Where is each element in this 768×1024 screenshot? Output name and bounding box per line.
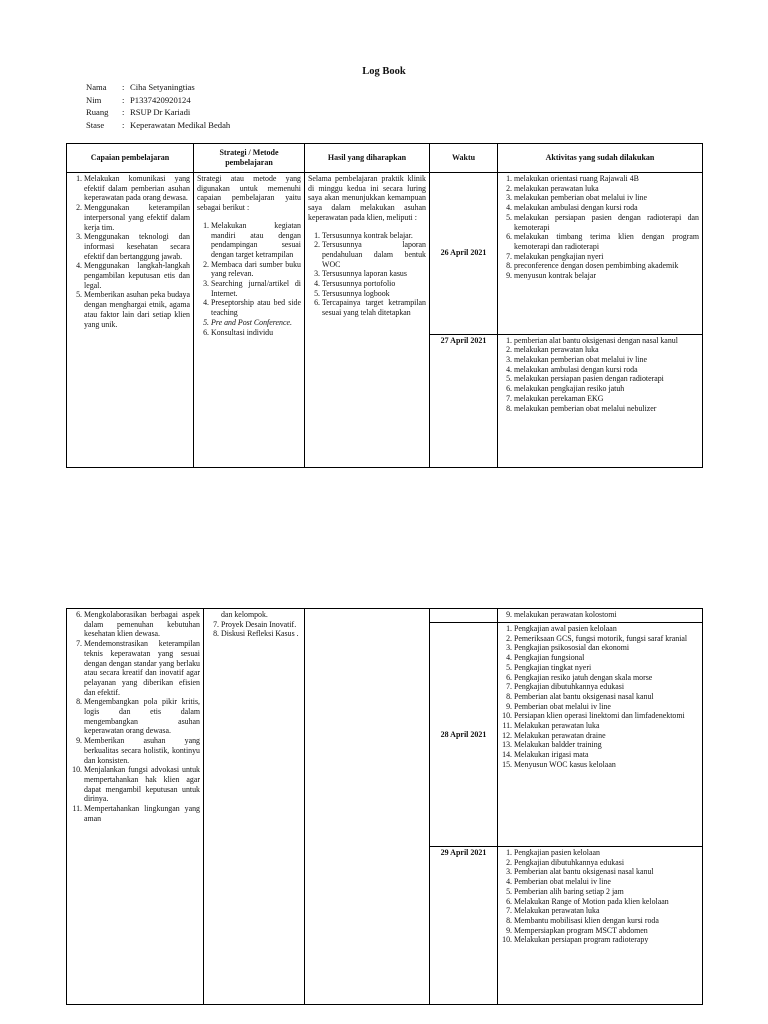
- list-item: 6. melakukan pengkajian resiko jatuh: [514, 384, 699, 394]
- list-item: 12. Melakukan perawatan draine: [514, 731, 699, 741]
- list-item: 9. melakukan perawatan kolostomi: [514, 610, 699, 620]
- strategi-list: [197, 221, 301, 337]
- date-cell: [430, 609, 498, 623]
- list-item: 7. Melakukan perawatan luka: [514, 906, 699, 916]
- header-strategi: Strategi / Metode pembelajaran: [194, 144, 305, 173]
- list-item: 7. Proyek Desain Inovatif.: [221, 620, 301, 630]
- list-item: 13. Melakukan baldder training: [514, 740, 699, 750]
- info-value: P1337420920124: [130, 94, 191, 105]
- logbook-table-page1: [66, 143, 703, 468]
- info-label: Ruang: [86, 107, 109, 118]
- list-item: 10. Melakukan persiapan program radioterapy: [514, 935, 699, 945]
- list-item: 6. melakukan timbang terima klien dengan program kemoterapi dan radioterapi: [514, 232, 699, 251]
- list-item: 5. Tersusunnya logbook: [322, 289, 426, 299]
- activity-list: [501, 848, 699, 945]
- list-item: 7. melakukan pengkajian nyeri: [514, 252, 699, 262]
- date-cell: 28 April 2021: [430, 623, 498, 847]
- list-item: 4. Menggunakan langkah-langkah pengambilan keputusan etis dan legal.: [84, 261, 190, 290]
- list-item: 5. Pengkajian tingkat nyeri: [514, 663, 699, 673]
- page-title: Log Book: [362, 66, 406, 77]
- table-row: [67, 173, 703, 335]
- list-item: 2. melakukan perawatan luka: [514, 345, 699, 355]
- list-item: 5. melakukan persiapan pasien dengan radioterapi dan kemoterapi: [514, 213, 699, 232]
- date-cell: 26 April 2021: [430, 173, 498, 335]
- capaian-cell: [67, 173, 194, 468]
- student-info: [86, 81, 230, 131]
- list-item: 2. Pemeriksaan GCS, fungsi motorik, fungsi saraf kranial: [514, 634, 699, 644]
- info-value: Ciha Setyaningtias: [130, 82, 195, 92]
- list-item: 6. Tercapainya target ketrampilan sesuai yang telah ditetapkan: [322, 298, 426, 317]
- capaian-list: [70, 174, 190, 329]
- activity-cell: [498, 623, 703, 847]
- activity-cell: [498, 847, 703, 1005]
- date-cell: 29 April 2021: [430, 847, 498, 1005]
- list-item: 4. Preseptorship atau bed side teaching: [211, 298, 301, 317]
- list-item: 11. Melakukan perawatan luka: [514, 721, 699, 731]
- list-item: 11. Mempertahankan lingkungan yang aman: [84, 804, 200, 823]
- list-item: 1. pemberian alat bantu oksigenasi dengan nasal kanul: [514, 336, 699, 346]
- info-row-stase: Stase : Keperawatan Medikal Bedah: [86, 119, 231, 130]
- list-item: 1. Melakukan komunikasi yang efektif dalam pemberian asuhan keperawatan pada orang dewasa.: [84, 174, 190, 203]
- list-item: 5. Memberikan asuhan peka budaya dengan menghargai etnik, agama atau faktor lain dari setiap klien yang unik.: [84, 290, 190, 329]
- info-row-ruang: Ruang : RSUP Dr Kariadi: [86, 107, 191, 118]
- list-item: 9. Mempersiapkan program MSCT abdomen: [514, 926, 699, 936]
- list-item: 8. preconference dengan dosen pembimbing akademik: [514, 261, 699, 271]
- list-item: 8. Mengembangkan pola pikir kritis, logis dan etis dalam mengembangkan asuhan keperawatan orang dewasa.: [84, 697, 200, 736]
- list-item: 6. Konsultasi individu: [211, 328, 301, 338]
- activity-list: [501, 624, 699, 770]
- list-item: 8. Pemberian alat bantu oksigenasi nasal kanul: [514, 692, 699, 702]
- list-item: 5. melakukan persiapan pasien dengan radioterapi: [514, 374, 699, 384]
- list-item: 4. melakukan ambulasi dengan kursi roda: [514, 365, 699, 375]
- list-item: 1. melakukan orientasi ruang Rajawali 4B: [514, 174, 699, 184]
- list-item: 4. Tersusunnya portofolio: [322, 279, 426, 289]
- list-item: 5. Pemberian alih baring setiap 2 jam: [514, 887, 699, 897]
- list-item: 8. melakukan pemberian obat melalui nebulizer: [514, 404, 699, 414]
- info-label: Stase: [86, 119, 105, 130]
- header-waktu: Waktu: [430, 144, 498, 173]
- activity-list: [501, 174, 699, 281]
- list-item: 1. Tersusunnya kontrak belajar.: [322, 231, 426, 241]
- list-item: 8. Diskusi Refleksi Kasus .: [221, 629, 301, 639]
- list-item: 2. Membaca dari sumber buku yang relevan.: [211, 260, 301, 279]
- activity-cell: [498, 173, 703, 335]
- activity-list: [501, 610, 699, 620]
- list-item: 3. Tersusunnya laporan kasus: [322, 269, 426, 279]
- strategi-intro: Strategi atau metode yang digunakan untuk memenuhi capaian pembelajaran yaitu sebagai berikut :: [197, 174, 301, 213]
- hasil-intro: Selama pembelajaran praktik klinik di minggu kedua ini secara luring saya akan menunjukkan kemampuan saya dalam melakukan asuhan keperawatan pada klien, meliputi :: [308, 174, 426, 222]
- list-item: 2. Tersusunnya laporan pendahuluan dalam bentuk WOC: [322, 240, 426, 269]
- info-value: RSUP Dr Kariadi: [130, 107, 191, 118]
- table-header-row: [67, 144, 703, 173]
- info-label: Nama: [86, 82, 107, 92]
- list-item: 3. Searching jurnal/artikel di Internet.: [211, 279, 301, 298]
- list-item: 10. Menjalankan fungsi advokasi untuk mempertahankan hak klien agar dapat mengambil keputusan untuk dirinya.: [84, 765, 200, 804]
- list-item: 3. Pemberian alat bantu oksigenasi nasal kanul: [514, 867, 699, 877]
- strategi-continuation: dan kelompok.: [221, 610, 268, 619]
- list-item: 4. Pengkajian fungsional: [514, 653, 699, 663]
- header-capaian: Capaian pembelajaran: [67, 144, 194, 173]
- date-cell: 27 April 2021: [430, 334, 498, 467]
- table-row: [67, 609, 703, 623]
- list-item: 1. Melakukan kegiatan mandiri atau dengan pendampingan sesuai dengan target ketrampilan: [211, 221, 301, 260]
- list-item: 15. Menyusun WOC kasus kelolaan: [514, 760, 699, 770]
- list-item: 9. Memberikan asuhan yang berkualitas secara holistik, kontinyu dan konsisten.: [84, 736, 200, 765]
- list-item: 1. Pengkajian pasien kelolaan: [514, 848, 699, 858]
- capaian-cell: [67, 609, 204, 1005]
- hasil-cell: [305, 609, 430, 1005]
- list-item: 9. Pemberian obat melalui iv line: [514, 702, 699, 712]
- list-item: 3. Pengkajian psikososial dan ekonomi: [514, 643, 699, 653]
- list-item: 6. Pengkajian resiko jatuh dengan skala morse: [514, 673, 699, 683]
- logbook-table-page2: [66, 608, 703, 1005]
- list-item: 3. Menggunakan teknologi dan informasi kesehatan secara efektif dan bertanggung jawab.: [84, 232, 190, 261]
- info-row-nim: Nim : P1337420920124: [86, 94, 191, 105]
- hasil-list: [308, 231, 426, 318]
- list-item: 2. melakukan perawatan luka: [514, 184, 699, 194]
- info-row-nama: Nama : Ciha Setyaningtias: [86, 82, 195, 92]
- list-item: 3. melakukan pemberian obat melalui iv line: [514, 193, 699, 203]
- list-item: 4. Pemberian obat melalui iv line: [514, 877, 699, 887]
- activity-cell: [498, 334, 703, 467]
- list-item: 5. Pre and Post Conference.: [211, 318, 301, 328]
- hasil-cell: [305, 173, 430, 468]
- activity-list: [501, 336, 699, 414]
- list-item: 9. menyusun kontrak belajar: [514, 271, 699, 281]
- list-item: 6. Melakukan Range of Motion pada klien kelolaan: [514, 897, 699, 907]
- activity-cell: [498, 609, 703, 623]
- strategi-list: [207, 620, 301, 639]
- list-item: 4. melakukan ambulasi dengan kursi roda: [514, 203, 699, 213]
- list-item: 3. melakukan pemberian obat melalui iv line: [514, 355, 699, 365]
- list-item: 10. Persiapan klien operasi linektomi dan limfadenektomi: [514, 711, 699, 721]
- list-item: 8. Membantu mobilisasi klien dengan kursi roda: [514, 916, 699, 926]
- info-value: Keperawatan Medikal Bedah: [130, 119, 231, 130]
- list-item: 7. melakukan perekaman EKG: [514, 394, 699, 404]
- header-aktivitas: Aktivitas yang sudah dilakukan: [498, 144, 703, 173]
- list-item: 1. Pengkajian awal pasien kelolaan: [514, 624, 699, 634]
- strategi-cell: [204, 609, 305, 1005]
- list-item: 7. Mendemonstrasikan keterampilan teknis keperawatan yang sesuai dengan dengan standar yang berlaku atau secara kreatif dan inovatif agar pelayanan yang diberikan efisien dan efektif.: [84, 639, 200, 697]
- list-item: 7. Pengkajian dibutuhkannya edukasi: [514, 682, 699, 692]
- header-hasil: Hasil yang diharapkan: [305, 144, 430, 173]
- strategi-cell: [194, 173, 305, 468]
- info-label: Nim: [86, 94, 102, 105]
- list-item: 2. Pengkajian dibutuhkannya edukasi: [514, 858, 699, 868]
- capaian-list: [70, 610, 200, 823]
- list-item: 14. Melakukan irigasi mata: [514, 750, 699, 760]
- list-item: 2. Menggunakan keterampilan interpersonal yang efektif dalam kerja tim.: [84, 203, 190, 232]
- list-item: 6. Mengkolaborasikan berbagai aspek dalam pemenuhan kebutuhan kesehatan klien dewasa.: [84, 610, 200, 639]
